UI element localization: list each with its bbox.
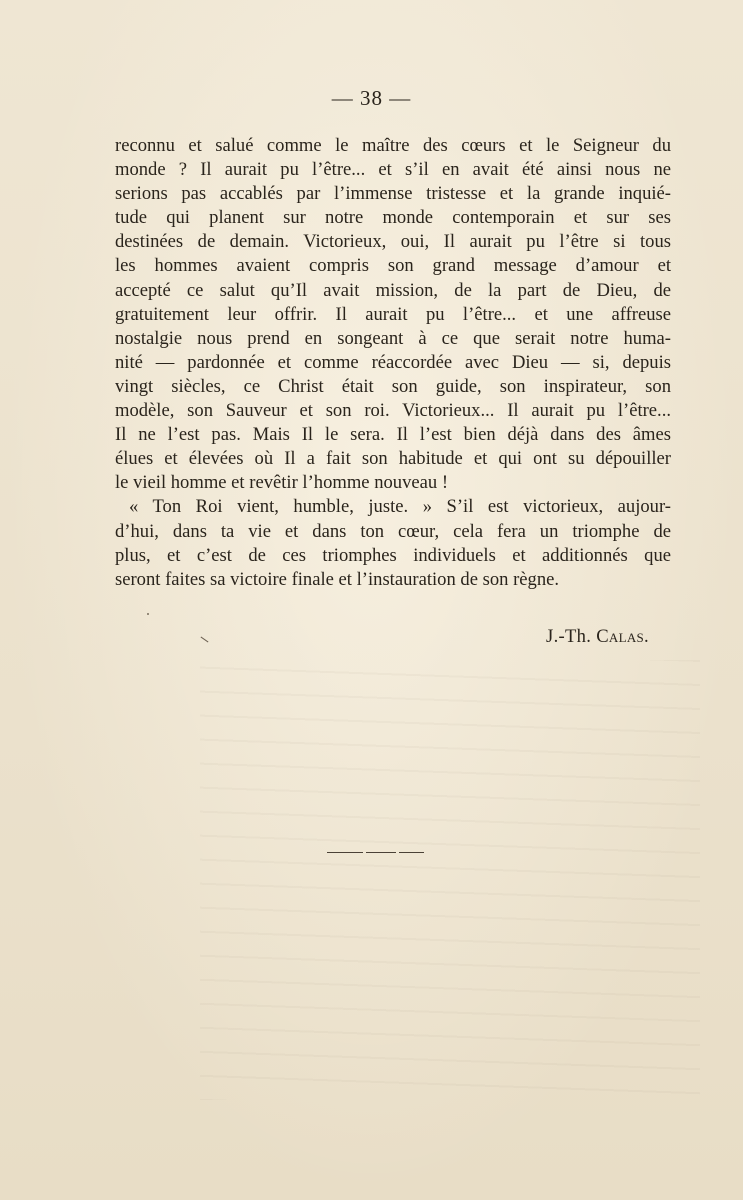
pencil-mark — [201, 637, 209, 643]
text-line: destinées de demain. Victorieux, oui, Il aurait pu l’être si tous — [115, 231, 671, 253]
author-signature — [546, 626, 649, 648]
text-line: d’hui, dans ta vie et dans ton cœur, cela fera un triomphe de — [115, 520, 671, 542]
text-line: reconnu et salué comme le maître des cœurs et le Seigneur du — [115, 135, 671, 156]
text-line: le vieil homme et revêtir l’homme nouveau ! — [115, 472, 449, 494]
text-line: serions pas accablés par l’immense tristesse et la grande inquié- — [115, 183, 671, 205]
text-line: monde ? Il aurait pu l’être... et s’il en avait été ainsi nous ne — [115, 159, 671, 181]
section-divider — [327, 852, 424, 853]
ink-speck — [147, 613, 149, 615]
text-line: les hommes avaient compris son grand message d’amour et — [115, 255, 671, 277]
text-line: seront faites sa victoire finale et l’instauration de son règne. — [115, 568, 560, 590]
text-line: gratuitement leur offrir. Il aurait pu l’être... et une affreuse — [115, 303, 671, 325]
text-line: nité — pardonnée et comme réaccordée avec Dieu — si, depuis — [115, 351, 671, 373]
text-line: modèle, son Sauveur et son roi. Victorieux... Il aurait pu l’être... — [115, 400, 671, 422]
author-surname: Calas. — [596, 626, 649, 647]
text-line: plus, et c’est de ces triomphes individuels et additionnés que — [115, 544, 671, 566]
text-line: élues et élevées où Il a fait son habitude et qui ont su dépouiller — [115, 448, 671, 470]
text-line: accepté ce salut qu’Il avait mission, de la part de Dieu, de — [115, 279, 671, 301]
show-through-texture — [200, 660, 700, 1100]
text-line: « Ton Roi vient, humble, juste. » S’il est victorieux, aujour- — [129, 496, 671, 518]
text-line: vingt siècles, ce Christ était son guide, son inspirateur, son — [115, 375, 671, 397]
text-line: nostalgie nous prend en songeant à ce que serait notre huma- — [115, 327, 671, 349]
text-line: tude qui planent sur notre monde contemporain et sur ses — [115, 207, 671, 229]
text-line: Il ne l’est pas. Mais Il le sera. Il l’est bien déjà dans des âmes — [115, 424, 671, 446]
author-initials: J.-Th. — [546, 626, 592, 647]
page-number: — 38 — — [331, 86, 412, 110]
body-text — [115, 134, 671, 592]
